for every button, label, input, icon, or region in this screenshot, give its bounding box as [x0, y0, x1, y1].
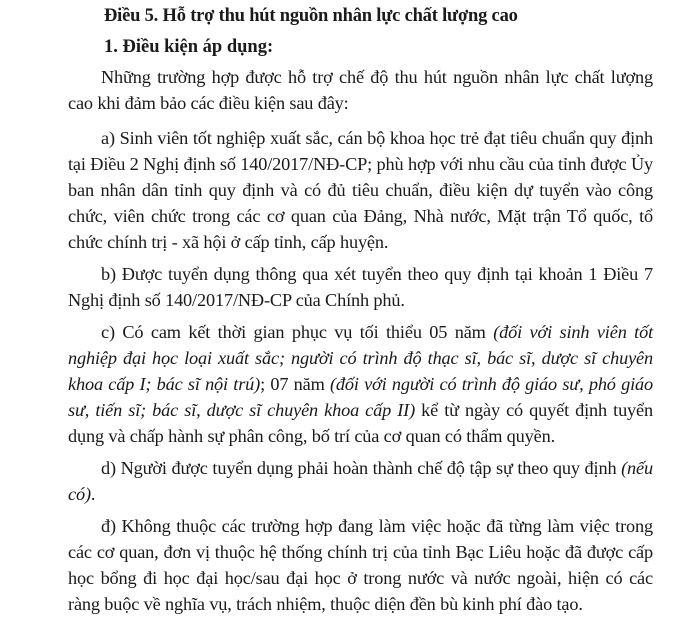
item-c-italic-2: (đối với người có trình độ giáo sư, phó giáo sư, tiến sĩ; bác sĩ, dược sĩ chuyên khoa cấp II) [68, 374, 653, 420]
item-d-text-2: . [90, 484, 96, 504]
article-title: Điều 5. Hỗ trợ thu hút nguồn nhân lực chất lượng cao [104, 6, 518, 26]
condition-item-dd: đ) Không thuộc các trường hợp đang làm việc hoặc đã từng làm việc trong các cơ quan, đơn vị thuộc hệ thống chính trị của tỉnh Bạc Liêu hoặc đã được cấp học bổng đi học đại học/sau đại học ở trong nước và nước ngoài, hiện có các ràng buộc về nghĩa vụ, trách nhiệm, thuộc diện đền bù kinh phí đào tạo. [68, 516, 653, 614]
item-c-text-1: c) Có cam kết thời gian phục vụ tối thiểu 05 năm [101, 322, 494, 342]
item-d-text-1: d) Người được tuyển dụng phải hoàn thành chế độ tập sự theo quy định [101, 458, 622, 478]
document-page [68, 3, 653, 623]
intro-paragraph: Những trường hợp được hỗ trợ chế độ thu hút nguồn nhân lực chất lượng cao khi đảm bảo các điều kiện sau đây: [68, 67, 653, 113]
item-c-italic-1: (đối với sinh viên tốt nghiệp đại học loại xuất sắc; người có trình độ thạc sĩ, bác sĩ, dược sĩ chuyên khoa cấp I; bác sĩ nội trú) [68, 322, 653, 394]
condition-item-a: a) Sinh viên tốt nghiệp xuất sắc, cán bộ khoa học trẻ đạt tiêu chuẩn quy định tại Điều 2 Nghị định số 140/2017/NĐ-CP; phù hợp với nhu cầu của tỉnh được Ủy ban nhân dân tỉnh quy định và có đủ tiêu chuẩn, điều kiện dự tuyển vào công chức, viên chức trong các cơ quan của Đảng, Nhà nước, Mặt trận Tổ quốc, tổ chức chính trị - xã hội ở cấp tỉnh, cấp huyện. [68, 128, 653, 252]
item-d-italic: (nếu có) [68, 458, 653, 504]
condition-item-d [68, 455, 653, 507]
item-c-text-3: kể từ ngày có quyết định tuyển dụng và chấp hành sự phân công, bố trí của cơ quan có thẩm quyền. [68, 400, 654, 446]
condition-item-c [68, 319, 653, 449]
condition-item-b: b) Được tuyển dụng thông qua xét tuyển theo quy định tại khoản 1 Điều 7 Nghị định số 140/2017/NĐ-CP của Chính phủ. [68, 264, 653, 310]
item-c-text-2: ; 07 năm [260, 374, 330, 394]
section-title: 1. Điều kiện áp dụng: [104, 37, 274, 57]
